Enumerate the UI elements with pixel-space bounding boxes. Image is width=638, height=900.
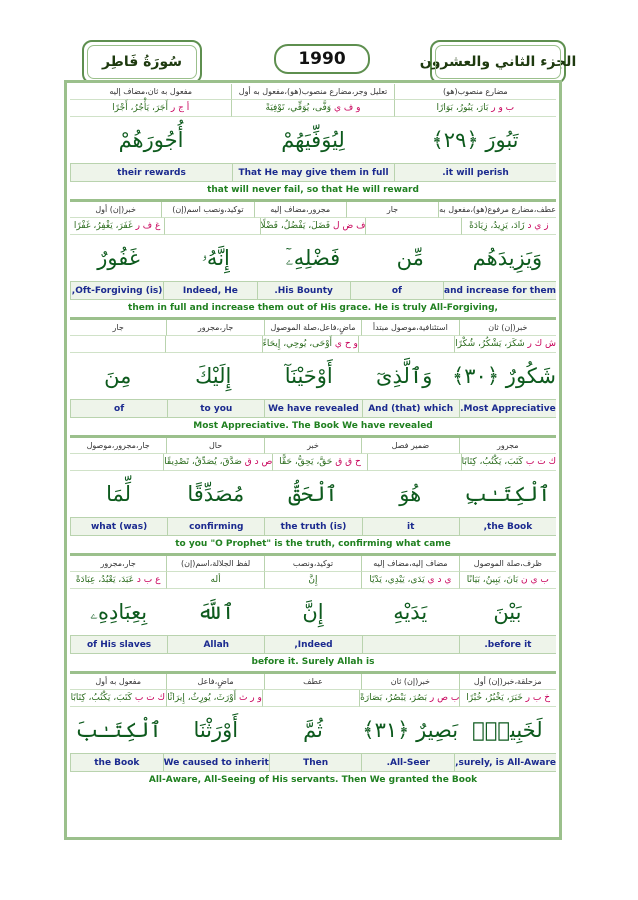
root-cell [262,336,358,353]
root-row [70,454,556,471]
root-cell [262,690,359,707]
arabic-word: وَيَزِيدَهُم [472,246,543,270]
root-forms: بَانَ، يَبِينُ، بَيَانًا [466,575,519,585]
root-forms: أَجَرَ، يَأْجُرُ، أَجْرًا [112,103,168,113]
english-gloss: before it. [459,635,556,653]
grammar-cell: خبر(إن) ثان [361,674,458,690]
grammar-row [70,438,556,454]
root-letters: ش ك ر [527,339,556,349]
translation-line: that will never fail, so that He will reward [70,181,556,199]
surah-name-banner [82,40,202,84]
root-cell [165,336,261,353]
arabic-word: ٱلْكِتَـٰبِ [464,482,551,506]
root-cell [70,218,164,235]
root-cell [166,690,263,707]
arabic-word: مِنَ [104,364,132,388]
root-cell [163,454,272,471]
grammar-cell: مفعول به ثان،مضاف إليه [70,84,231,100]
root-cell [361,572,458,589]
english-gloss: We have revealed [264,399,361,417]
arabic-row [70,235,556,281]
grammar-cell: مجرور،مضاف إليه [254,202,346,218]
english-gloss: And (that) which [362,399,459,417]
root-forms: عَبَدَ، يَعْبُدُ، عِبَادَةً [75,575,135,585]
arabic-word: مِّن [396,246,424,270]
root-letters: غ ف ر [135,221,161,231]
root-cell [272,454,366,471]
root-forms: غَفَرَ، يَغْفِرُ، غَفْرًا [73,221,133,231]
grammar-row [70,202,556,218]
root-forms: أله [210,575,221,585]
verse-section [70,553,556,671]
grammar-cell: تعليل وجر،مضارع منصوب(هو)،مفعول به أول [231,84,393,100]
english-row [70,399,556,417]
root-forms: أَوْرَثَ، يُورِثُ، إِيرَاثًا [167,693,237,703]
english-gloss: All-Seer. [361,753,454,771]
english-row [70,281,556,299]
english-gloss: of [70,399,167,417]
root-forms: شَكَرَ، يَشْكُرُ، شُكْرًا [455,339,525,349]
grammar-cell: توكيد،ونصب [264,556,361,572]
root-row [70,218,556,235]
english-gloss: (is) Oft-Forgiving, [70,281,163,299]
arabic-word: ٱلْكِتَـٰبَ [75,718,162,742]
arabic-word: شَكُورٌ ﴿٣٠﴾ [451,364,556,388]
grammar-cell: لفظ الجلالة،اسم(إن) [166,556,263,572]
root-letters: و ر ث [238,693,262,703]
english-gloss: it [362,517,459,535]
arabic-word: بِعِبَادِهِۦ [90,600,148,624]
translation-line: to you "O Prophet" is the truth, confirming what came [70,535,556,553]
verse-section [70,317,556,435]
grammar-row [70,556,556,572]
english-gloss: We caused to inherit [163,753,269,771]
root-letters: ك ت ب [525,457,556,467]
grammar-cell: مجرور [459,438,556,454]
arabic-word: أَوْحَيْنَآ [284,364,333,388]
root-row [70,100,556,117]
grammar-cell: مفعول به أول [70,674,166,690]
english-row [70,163,556,181]
english-gloss [362,635,459,653]
root-cell [359,690,459,707]
juz-banner [419,40,577,84]
root-letters: و ف ي [334,103,361,113]
root-cell [70,336,165,353]
root-cell [260,218,366,235]
grammar-cell: مزحلقة،خبر(إن) أول [459,674,556,690]
english-gloss: Most Appreciative. [459,399,556,417]
verse-section [70,199,556,317]
verse-grid [70,84,556,789]
root-letters: خ ب ر [525,693,551,703]
root-cell [454,336,556,353]
arabic-word: لِيُوَفِّيَهُمْ [281,128,345,152]
grammar-cell: جار [70,320,166,336]
translation-line: before it. Surely Allah is [70,653,556,671]
root-forms: خَبَرَ، يَخْبُرُ، خُبْرًا [466,693,523,703]
arabic-word: غَفُورٌ [97,246,140,270]
juz-name: الجزء الثاني والعشرون [419,54,577,70]
grammar-cell: جار،مجرور [166,320,263,336]
arabic-row [70,353,556,399]
translation-line: All-Aware, All-Seeing of His servants. Then We granted the Book [70,771,556,789]
page-number: 1990 [274,44,370,74]
english-row [70,635,556,653]
root-letters: ب ي ن [521,575,549,585]
root-letters: ب ص ر [429,693,460,703]
arabic-word: يَدَيْهِ [393,600,428,624]
root-cell [231,100,393,117]
grammar-cell: خبر(إن) ثان [459,320,556,336]
root-cell [461,218,556,235]
arabic-word: إِلَيْكَ [195,364,232,388]
english-gloss: (is) the truth [264,517,361,535]
root-letters: ص د ق [244,457,273,467]
root-forms: زَادَ، يَزِيدُ، زِيَادَةً [469,221,525,231]
translation-line: them in full and increase them out of His grace. He is truly All-Forgiving, [70,299,556,317]
grammar-cell: حال [166,438,263,454]
english-gloss: surely, is All-Aware, [454,753,556,771]
grammar-row [70,320,556,336]
grammar-row [70,84,556,100]
grammar-cell: جار،مجرور،موصول [70,438,166,454]
arabic-word: بَصِيرٌ ﴿٣١﴾ [362,718,459,742]
root-forms: بَصُرَ، يَبْصُرُ، بَصَارَةً [360,693,427,703]
root-forms: يَدَى، يَيْدِي، يَدْيًا [369,575,425,585]
root-cell [394,100,556,117]
root-letters: أ ج ر [170,103,190,113]
english-gloss: and increase for them [443,281,556,299]
arabic-word: أُجُورَهُمْ [118,128,184,152]
english-gloss: it will perish. [394,163,556,181]
grammar-cell: توكيد،ونصب اسم(إن) [161,202,253,218]
grammar-cell: ضمير فصل [361,438,458,454]
root-cell [461,454,556,471]
english-gloss: what (was) [70,517,167,535]
root-letters: ك ت ب [134,693,165,703]
arabic-row [70,589,556,635]
english-gloss: the Book [70,753,163,771]
arabic-word: أَوْرَثْنَا [193,718,239,742]
root-row [70,572,556,589]
arabic-word: ٱللَّهَ [197,600,235,624]
root-forms: صَدَّقَ، يُصَدِّقُ، تَصْدِيقًا [164,457,242,467]
arabic-row [70,117,556,163]
verse-section [70,671,556,789]
surah-name: سُورَةُ فَاطِر [101,54,183,70]
grammar-cell: ماضٍ،فاعل،صلة الموصول [264,320,361,336]
english-gloss: confirming [167,517,264,535]
root-cell [70,100,231,117]
root-row [70,690,556,707]
root-cell [358,336,454,353]
english-gloss: Indeed, [264,635,361,653]
root-forms: فَضَلَ، يَفْضُلُ، فَضْلًا [260,221,331,231]
grammar-cell: عطف [264,674,361,690]
grammar-cell: خبر(إن) أول [70,202,161,218]
root-forms: إِنَّ [308,575,318,585]
root-row [70,336,556,353]
grammar-row [70,674,556,690]
english-gloss: Allah [167,635,264,653]
arabic-word: لِّمَا [106,482,132,506]
root-letters: ح ق ق [335,457,361,467]
arabic-word: ثُمَّ [303,718,323,742]
grammar-cell: استئنافية،موصول مبتدأ [361,320,458,336]
root-forms: كَتَبَ، يَكْتُبُ، كِتَابًا [461,457,524,467]
root-forms: كَتَبَ، يَكْتُبُ، كِتَابًا [70,693,133,703]
english-gloss: Then [269,753,362,771]
root-cell [166,572,263,589]
grammar-cell: جار،مجرور [70,556,166,572]
root-letters: ز ي د [527,221,549,231]
arabic-word: لَخَبِيرٌۢ [472,718,543,742]
arabic-word: تَبُورَ ﴿٢٩﴾ [431,128,519,152]
root-letters: ي د ي [427,575,452,585]
english-row [70,517,556,535]
root-letters: ف ض ل [332,221,366,231]
root-forms: بَارَ، يَبُورُ، بَوَارًا [436,103,489,113]
root-cell [459,572,556,589]
arabic-word: هُوَ [399,482,422,506]
arabic-word: إِنَّ [302,600,324,624]
root-cell [264,572,361,589]
grammar-cell: مضارع منصوب(هو) [394,84,556,100]
english-gloss: to you [167,399,264,417]
english-gloss: the Book, [459,517,556,535]
arabic-row [70,707,556,753]
english-gloss: His Bounty. [257,281,350,299]
translation-line: Most Appreciative. The Book We have revealed [70,417,556,435]
root-letters: ب و ر [491,103,515,113]
arabic-word: إِنَّهُۥ [201,246,230,270]
root-cell [365,218,460,235]
arabic-word: مُصَدِّقًا [187,482,245,506]
grammar-cell: جار [346,202,438,218]
verse-section [70,435,556,553]
arabic-row [70,471,556,517]
english-row [70,753,556,771]
arabic-word: وَٱلَّذِىٓ [376,364,433,388]
english-gloss: their rewards [70,163,232,181]
arabic-word: فَضْلِهِۦٓ [285,246,341,270]
root-letters: و ح ي [334,339,358,349]
root-cell [70,690,166,707]
root-cell [164,218,259,235]
arabic-word: ٱلْحَقُّ [288,482,338,506]
grammar-cell: ماضٍ،فاعل [166,674,263,690]
root-forms: وَفَّى، يُوَفِّي، تَوْفِيَةً [265,103,332,113]
verse-section [70,84,556,199]
root-cell [70,572,166,589]
root-cell [367,454,461,471]
grammar-cell: خبر [264,438,361,454]
root-cell [70,454,163,471]
english-gloss: of His slaves [70,635,167,653]
grammar-cell: مضاف إليه،مضاف إليه [361,556,458,572]
english-gloss: of [350,281,443,299]
root-letters: ع ب د [136,575,161,585]
english-gloss: That He may give them in full [232,163,394,181]
arabic-word: بَيْنَ [493,600,522,624]
root-forms: أَوْحَى، يُوحِي، إِيحَاءً [262,339,333,349]
english-gloss: Indeed, He [163,281,256,299]
grammar-cell: عطف،مضارع مرفوع(هو)،مفعول به [438,202,556,218]
root-cell [459,690,556,707]
root-forms: حَقَّ، يَحِقُّ، حَقًّا [279,457,333,467]
grammar-cell: ظرف،صلة الموصول [459,556,556,572]
